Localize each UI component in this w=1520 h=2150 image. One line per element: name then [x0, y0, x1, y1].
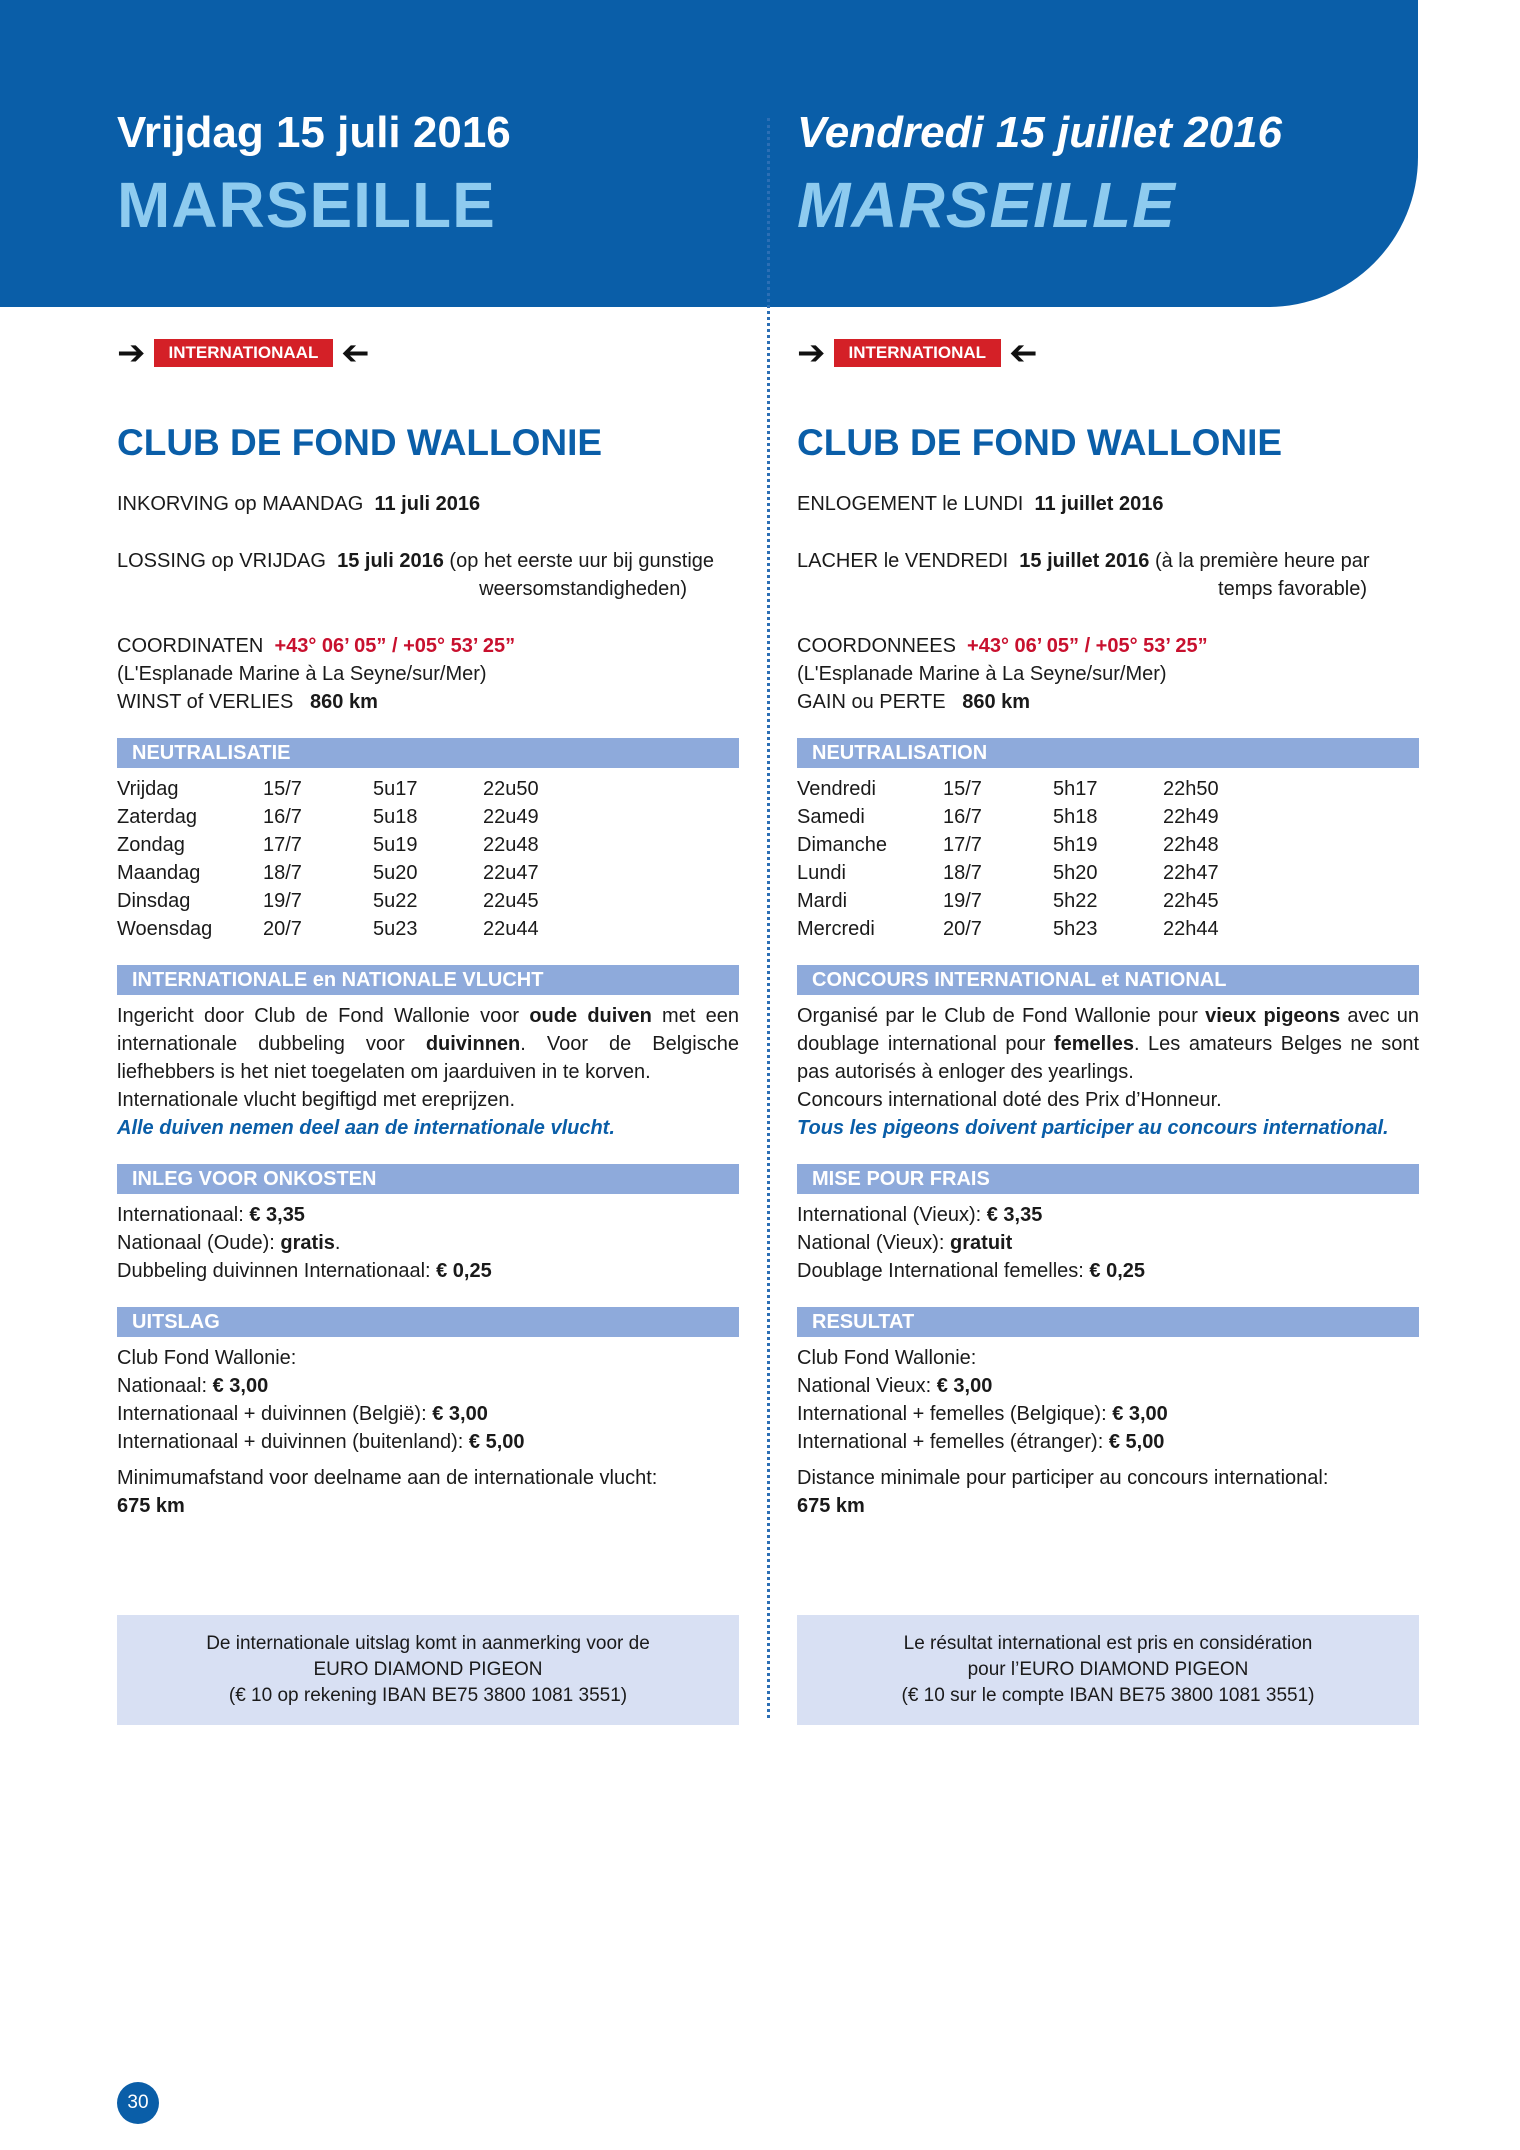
- table-cell: 5u22: [373, 890, 418, 912]
- location-line: (L'Esplanade Marine à La Seyne/sur/Mer): [797, 663, 1167, 685]
- club-title: CLUB DE FOND WALLONIE: [117, 422, 603, 463]
- section-neutralisation: NEUTRALISATION: [797, 738, 1419, 768]
- minimum-distance-value: 675 km: [117, 1495, 185, 1517]
- table-row: [117, 915, 539, 943]
- header-city: MARSEILLE: [117, 169, 496, 241]
- table-row: [797, 887, 1219, 915]
- arrow-left-icon: ➔: [341, 334, 370, 372]
- flight-paragraph: Organisé par le Club de Fond Wallonie pour vieux pigeons avec un doublage international pour femelles. Les amateurs Belges ne sont pas autorisés à enloger des yearlings.: [797, 1005, 1420, 1083]
- section-result: RESULTAT: [797, 1307, 1419, 1337]
- location-line: (L'Esplanade Marine à La Seyne/sur/Mer): [117, 663, 487, 685]
- section-result: UITSLAG: [117, 1307, 739, 1337]
- table-cell: 5u18: [373, 806, 418, 828]
- table-cell: Mercredi: [797, 918, 875, 940]
- fee-line: National (Vieux): gratuit: [797, 1232, 1013, 1254]
- fee-line: International (Vieux): € 3,35: [797, 1204, 1043, 1226]
- table-cell: Vrijdag: [117, 778, 179, 800]
- table-cell: 20/7: [943, 918, 982, 940]
- content: [797, 490, 1419, 1520]
- coordinates-line: COORDONNEES +43° 06’ 05” / +05° 53’ 25”: [797, 635, 1208, 657]
- table-cell: Zaterdag: [117, 806, 198, 828]
- flight-paragraph: Ingericht door Club de Fond Wallonie voor oude duiven met een internationale dubbeling voor duivinnen. Voor de Belgische liefhebbers is het niet toegelaten om jaarduiven in te korven.: [117, 1005, 740, 1083]
- table-row: [797, 831, 1219, 859]
- table-cell: 5h20: [1053, 862, 1098, 884]
- table-cell: 5h22: [1053, 890, 1098, 912]
- table-cell: 18/7: [943, 862, 982, 884]
- table-cell: 20/7: [263, 918, 302, 940]
- section-flight: CONCOURS INTERNATIONAL et NATIONAL: [797, 965, 1419, 995]
- table-cell: Dinsdag: [117, 890, 191, 912]
- table-row: [117, 859, 539, 887]
- table-cell: 22u48: [483, 834, 539, 856]
- minimum-distance-value: 675 km: [797, 1495, 865, 1517]
- table-cell: 22h45: [1163, 890, 1219, 912]
- flight-note: Alle duiven nemen deel aan de internationale vlucht.: [117, 1117, 615, 1139]
- flight-prizes: Internationale vlucht begiftigd met ereprijzen.: [117, 1089, 516, 1111]
- result-line: Nationaal: € 3,00: [117, 1375, 269, 1397]
- table-cell: 17/7: [943, 834, 982, 856]
- section-fees: MISE POUR FRAIS: [797, 1164, 1419, 1194]
- minimum-distance: Distance minimale pour participer au concours international:: [797, 1467, 1329, 1489]
- column-divider: [767, 118, 770, 1718]
- content: [117, 490, 739, 1520]
- tag-row: [117, 334, 370, 372]
- coordinates-line: COORDINATEN +43° 06’ 05” / +05° 53’ 25”: [117, 635, 516, 657]
- table-row: [117, 831, 539, 859]
- neutralisation-table: [117, 775, 539, 943]
- table-cell: 22h49: [1163, 806, 1219, 828]
- international-tag: INTERNATIONAL: [834, 339, 1002, 367]
- release-line: LOSSING op VRIJDAG 15 juli 2016 (op het eerste uur bij gunstige weersomstandigheden): [117, 550, 715, 600]
- table-cell: 22h47: [1163, 862, 1219, 884]
- release-line: LACHER le VENDREDI 15 juillet 2016 (à la première heure par temps favorable): [797, 550, 1370, 600]
- table-cell: 22u45: [483, 890, 539, 912]
- club-title: CLUB DE FOND WALLONIE: [797, 422, 1283, 463]
- table-row: [797, 915, 1219, 943]
- euro-diamond-box: De internationale uitslag komt in aanmerking voor de EURO DIAMOND PIGEON (€ 10 op rekening IBAN BE75 3800 1081 3551): [117, 1615, 739, 1725]
- fee-line: Nationaal (Oude): gratis.: [117, 1232, 341, 1254]
- result-line: International + femelles (étranger): € 5,00: [797, 1431, 1165, 1453]
- result-line: International + femelles (Belgique): € 3,00: [797, 1403, 1168, 1425]
- arrow-left-icon: ➔: [1009, 334, 1038, 372]
- table-cell: 5h23: [1053, 918, 1098, 940]
- table-row: [797, 803, 1219, 831]
- minimum-distance: Minimumafstand voor deelname aan de internationale vlucht:: [117, 1467, 658, 1489]
- table-cell: Mardi: [797, 890, 848, 912]
- arrow-right-icon: ➔: [117, 334, 146, 372]
- basketing-line: ENLOGEMENT le LUNDI 11 juillet 2016: [797, 493, 1164, 515]
- section-fees: INLEG VOOR ONKOSTEN: [117, 1164, 739, 1194]
- flight-note: Tous les pigeons doivent participer au concours international.: [797, 1117, 1389, 1139]
- table-cell: 15/7: [943, 778, 982, 800]
- table-cell: 16/7: [943, 806, 982, 828]
- table-cell: 22u50: [483, 778, 539, 800]
- international-tag: INTERNATIONAAL: [154, 339, 334, 367]
- header-city: MARSEILLE: [797, 169, 1176, 241]
- table-row: [117, 803, 539, 831]
- table-row: [117, 775, 539, 803]
- flight-prizes: Concours international doté des Prix d’Honneur.: [797, 1089, 1222, 1111]
- table-cell: 19/7: [263, 890, 302, 912]
- table-cell: 22u44: [483, 918, 539, 940]
- result-club: Club Fond Wallonie:: [117, 1347, 297, 1369]
- result-club: Club Fond Wallonie:: [797, 1347, 977, 1369]
- table-cell: 5u19: [373, 834, 418, 856]
- arrow-right-icon: ➔: [797, 334, 826, 372]
- section-neutralisation: NEUTRALISATIE: [117, 738, 739, 768]
- table-row: [117, 887, 539, 915]
- table-cell: 5u23: [373, 918, 418, 940]
- result-line: National Vieux: € 3,00: [797, 1375, 993, 1397]
- basketing-line: INKORVING op MAANDAG 11 juli 2016: [117, 493, 481, 515]
- table-cell: 19/7: [943, 890, 982, 912]
- tag-row: [797, 334, 1038, 372]
- table-cell: 22h48: [1163, 834, 1219, 856]
- table-row: [797, 859, 1219, 887]
- euro-diamond-box: Le résultat international est pris en considération pour l’EURO DIAMOND PIGEON (€ 10 sur le compte IBAN BE75 3800 1081 3551): [797, 1615, 1419, 1725]
- table-cell: 15/7: [263, 778, 302, 800]
- table-cell: Vendredi: [797, 778, 876, 800]
- table-cell: 16/7: [263, 806, 302, 828]
- table-cell: 5h17: [1053, 778, 1098, 800]
- section-flight: INTERNATIONALE en NATIONALE VLUCHT: [117, 965, 739, 995]
- table-cell: 5h19: [1053, 834, 1098, 856]
- table-cell: Lundi: [797, 862, 846, 884]
- table-row: [797, 775, 1219, 803]
- header-date: Vrijdag 15 juli 2016: [117, 108, 511, 157]
- table-cell: 22u49: [483, 806, 539, 828]
- table-cell: Maandag: [117, 862, 201, 884]
- header-date: Vendredi 15 juillet 2016: [797, 108, 1283, 157]
- table-cell: Zondag: [117, 834, 185, 856]
- distance-line: GAIN ou PERTE 860 km: [797, 691, 1031, 713]
- result-line: Internationaal + duivinnen (buitenland): € 5,00: [117, 1431, 525, 1453]
- table-cell: 22u47: [483, 862, 539, 884]
- table-cell: 22h50: [1163, 778, 1219, 800]
- fee-line: Internationaal: € 3,35: [117, 1204, 305, 1226]
- neutralisation-table: [797, 775, 1219, 943]
- result-line: Internationaal + duivinnen (België): € 3,00: [117, 1403, 488, 1425]
- table-cell: 22h44: [1163, 918, 1219, 940]
- fee-line: Dubbeling duivinnen Internationaal: € 0,25: [117, 1260, 492, 1282]
- table-cell: Samedi: [797, 806, 865, 828]
- page-number: 30: [117, 2082, 159, 2124]
- table-cell: 5h18: [1053, 806, 1098, 828]
- table-cell: Woensdag: [117, 918, 213, 940]
- table-cell: 5u20: [373, 862, 418, 884]
- table-cell: 5u17: [373, 778, 418, 800]
- table-cell: 17/7: [263, 834, 302, 856]
- distance-line: WINST of VERLIES 860 km: [117, 691, 378, 713]
- table-cell: Dimanche: [797, 834, 888, 856]
- table-cell: 18/7: [263, 862, 302, 884]
- fee-line: Doublage International femelles: € 0,25: [797, 1260, 1146, 1282]
